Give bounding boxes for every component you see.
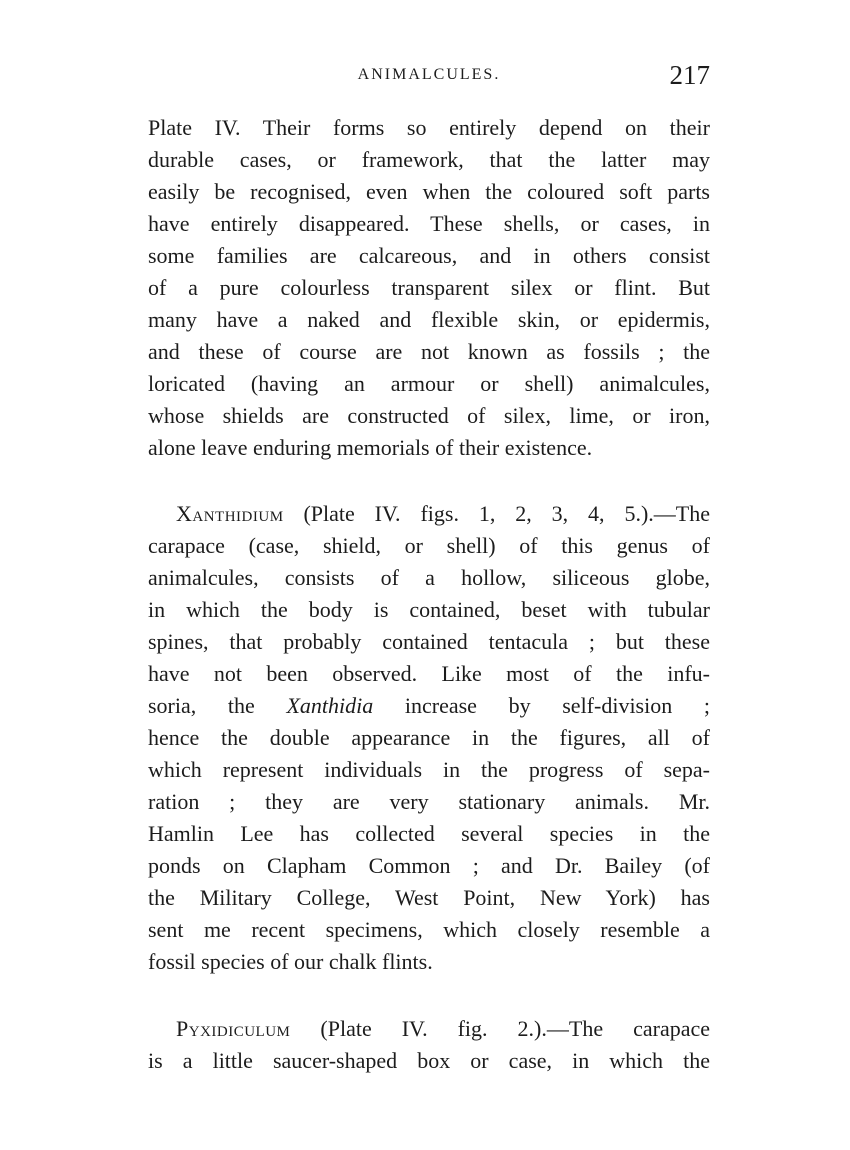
paragraph-pyxidiculum (148, 1013, 710, 1077)
text-segment: (Plate IV. figs. 1, 2, 3, 4, 5.).—The (283, 501, 710, 526)
text-line: the Military College, West Point, New York) has (148, 885, 710, 910)
text-line: many have a naked and flexible skin, or epidermis, (148, 307, 710, 332)
text-line: some families are calcareous, and in others consist (148, 243, 710, 268)
text-line: ration ; they are very stationary animals. Mr. (148, 789, 710, 814)
paragraph-loricated-animalcules (148, 112, 710, 464)
text-line (148, 690, 710, 722)
text-line: Plate IV. Their forms so entirely depend on their (148, 115, 710, 140)
page-number: 217 (669, 60, 710, 90)
text-segment: soria, the (148, 693, 287, 718)
text-line: which represent individuals in the progress of sepa- (148, 757, 710, 782)
text-line: loricated (having an armour or shell) animalcules, (148, 371, 710, 396)
text-line (148, 1013, 710, 1045)
running-head (148, 60, 710, 100)
genus-heading-pyxidiculum: Pyxidiculum (176, 1016, 291, 1041)
text-line: spines, that probably contained tentacula ; but these (148, 629, 710, 654)
paragraph-xanthidium (148, 498, 710, 978)
text-line: Hamlin Lee has collected several species in the (148, 821, 710, 846)
text-line: is a little saucer-shaped box or case, in which the (148, 1048, 710, 1073)
text-line: alone leave enduring memorials of their existence. (148, 435, 593, 460)
text-line: ponds on Clapham Common ; and Dr. Bailey (of (148, 853, 710, 878)
text-line: of a pure colourless transparent silex or flint. But (148, 275, 710, 300)
text-line (148, 498, 710, 530)
text-line: hence the double appearance in the figures, all of (148, 725, 710, 750)
genus-heading-xanthidium: Xanthidium (176, 501, 284, 526)
text-segment: increase by self-division ; (373, 693, 710, 718)
text-line: durable cases, or framework, that the latter may (148, 147, 710, 172)
text-segment: (Plate IV. fig. 2.).—The carapace (290, 1016, 710, 1041)
text-line: have not been observed. Like most of the infu- (148, 661, 710, 686)
text-line: and these of course are not known as fossils ; the (148, 339, 710, 364)
text-line: in which the body is contained, beset with tubular (148, 597, 710, 622)
text-line: sent me recent specimens, which closely resemble a (148, 917, 710, 942)
italic-genus-name: Xanthidia (286, 693, 374, 718)
text-line: fossil species of our chalk flints. (148, 949, 433, 974)
text-line: carapace (case, shield, or shell) of this genus of (148, 533, 710, 558)
text-line: easily be recognised, even when the coloured soft parts (148, 179, 710, 204)
text-line: animalcules, consists of a hollow, siliceous globe, (148, 565, 710, 590)
text-line: have entirely disappeared. These shells, or cases, in (148, 211, 710, 236)
running-title: ANIMALCULES. (357, 66, 501, 83)
text-line: whose shields are constructed of silex, lime, or iron, (148, 403, 710, 428)
